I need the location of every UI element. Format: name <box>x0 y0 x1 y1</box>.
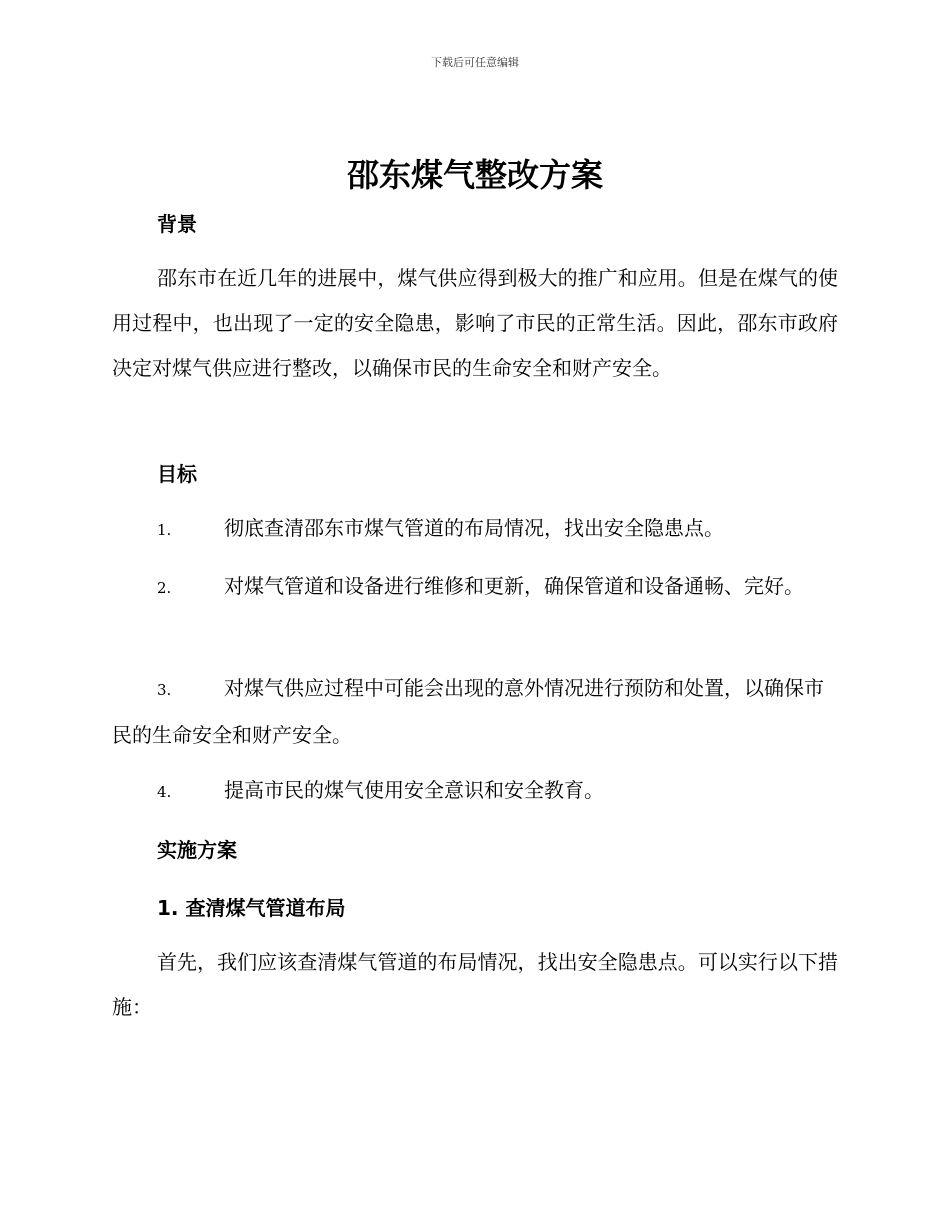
goal-item-2 <box>112 564 838 611</box>
goal-text: 彻底查清邵东市煤气管道的布局情况，找出安全隐患点。 <box>224 516 724 540</box>
document-title: 邵东煤气整改方案 <box>346 156 603 194</box>
goal-item-4 <box>112 768 838 815</box>
background-paragraph: 邵东市在近几年的进展中，煤气供应得到极大的推广和应用。但是在煤气的使用过程中，也出现了一定的安全隐患，影响了市民的正常生活。因此，邵东市政府决定对煤气供应进行整改，以确保市民的生命安全和财产安全。 <box>112 266 838 380</box>
goal-number: 2. <box>157 579 172 597</box>
goal-number: 1. <box>157 521 172 539</box>
heading-goals: 目标 <box>157 462 197 486</box>
goal-text: 对煤气管道和设备进行维修和更新，确保管道和设备通畅、完好。 <box>224 574 804 598</box>
heading-plan: 实施方案 <box>157 838 237 862</box>
subheading-survey-pipeline: 1. 查清煤气管道布局 <box>157 896 346 920</box>
heading-background: 背景 <box>157 212 197 236</box>
goal-number: 3. <box>157 681 172 699</box>
goal-text: 对煤气供应过程中可能会出现的意外情况进行预防和处置，以确保市民的生命安全和财产安全。 <box>112 676 824 747</box>
goal-number: 4. <box>157 783 172 801</box>
goal-text: 提高市民的煤气使用安全意识和安全教育。 <box>224 778 604 802</box>
header-note: 下载后可任意编辑 <box>431 56 519 69</box>
goal-item-1 <box>112 506 838 553</box>
goal-item-3 <box>112 666 838 758</box>
survey-paragraph: 首先，我们应该查清煤气管道的布局情况，找出安全隐患点。可以实行以下措施： <box>112 950 838 1019</box>
